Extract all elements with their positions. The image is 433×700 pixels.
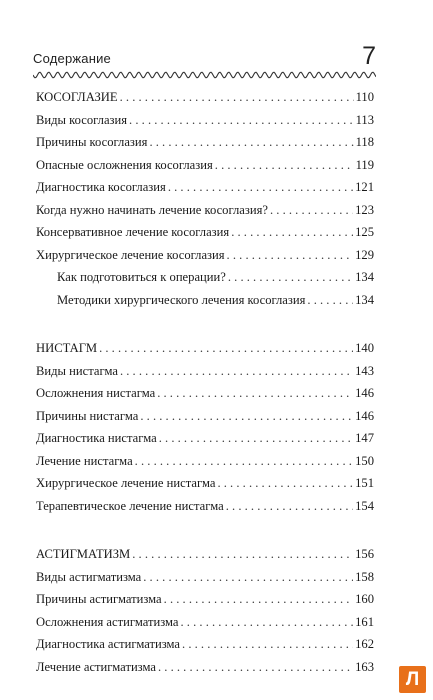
toc-entry-page: 146 — [355, 408, 374, 423]
toc-entry — [36, 450, 374, 473]
leader-dots — [143, 566, 353, 589]
toc-entry-page: 123 — [355, 202, 374, 217]
toc-entry — [36, 495, 374, 518]
toc-entry — [36, 199, 374, 222]
toc-subentry — [36, 266, 374, 289]
toc-entry — [36, 109, 374, 132]
toc-entry-page: 134 — [355, 292, 374, 307]
toc-entry-label: Диагностика косоглазия — [36, 180, 166, 194]
toc-subentry — [36, 289, 374, 312]
section-gap — [36, 311, 374, 337]
toc-entry-page: 161 — [355, 614, 374, 629]
toc-entry — [36, 86, 374, 109]
toc-entry-page: 113 — [355, 112, 374, 127]
toc-entry-label: КОСОГЛАЗИЕ — [36, 90, 118, 104]
toc-entry-label: Лечение астигматизма — [36, 659, 156, 674]
toc-entry — [36, 405, 374, 428]
toc-entry — [36, 611, 374, 634]
toc-entry-page: 160 — [355, 592, 374, 606]
leader-dots — [140, 405, 353, 428]
toc-entry — [36, 131, 374, 154]
toc-entry-label: Методики хирургического лечения косоглазия — [57, 292, 306, 307]
toc-entry-page: 162 — [355, 637, 374, 651]
leader-dots — [228, 266, 353, 289]
page-number: 7 — [362, 42, 376, 70]
leader-dots — [120, 86, 354, 109]
toc-section — [36, 86, 374, 311]
toc-entry — [36, 656, 374, 679]
leader-dots — [307, 289, 353, 312]
toc-entry-label: Как подготовиться к операции? — [57, 270, 226, 284]
toc-entry-page: 146 — [355, 386, 374, 400]
leader-dots — [168, 176, 353, 199]
toc-entry — [36, 176, 374, 199]
leader-dots — [182, 633, 353, 656]
wavy-divider — [33, 70, 376, 80]
leader-dots — [181, 611, 354, 634]
toc-entry-label: Диагностика нистагма — [36, 431, 157, 445]
labirint-logo: Л — [399, 666, 426, 693]
toc-entry-page: 110 — [355, 90, 374, 104]
toc-entry-label: Виды астигматизма — [36, 569, 142, 584]
toc-entry-label: Осложнения нистагма — [36, 386, 156, 400]
toc-entry-page: 158 — [355, 569, 374, 584]
toc-entry-label: Хирургическое лечение нистагма — [36, 476, 216, 490]
toc-entry-page: 143 — [355, 363, 374, 378]
toc-entry — [36, 472, 374, 495]
leader-dots — [99, 337, 353, 360]
toc-entry-page: 121 — [355, 180, 374, 194]
toc-entry-label: Лечение нистагма — [36, 453, 133, 468]
toc-entry-label: Причины косоглазия — [36, 135, 148, 149]
toc-entry-page: 125 — [355, 225, 374, 239]
toc-entry-page: 119 — [355, 157, 374, 172]
leader-dots — [231, 221, 353, 244]
toc-entry — [36, 633, 374, 656]
toc-entry — [36, 588, 374, 611]
section-gap — [36, 517, 374, 543]
page-header — [33, 42, 376, 82]
toc-entry-page: 150 — [355, 453, 374, 468]
leader-dots — [217, 472, 353, 495]
leader-dots — [135, 450, 353, 473]
leader-dots — [215, 154, 354, 177]
toc-entry — [36, 154, 374, 177]
toc-entry-label: Когда нужно начинать лечение косоглазия? — [36, 202, 268, 217]
toc-entry-label: АСТИГМАТИЗМ — [36, 547, 131, 561]
toc-entry-label: Консервативное лечение косоглазия — [36, 225, 230, 239]
toc-entry-page: 147 — [355, 431, 374, 445]
toc-entry — [36, 360, 374, 383]
page-title: Содержание — [33, 51, 111, 66]
toc-entry — [36, 337, 374, 360]
toc-entry-page: 156 — [355, 547, 374, 561]
toc-entry-page: 118 — [355, 135, 374, 149]
toc-section — [36, 337, 374, 517]
leader-dots — [158, 656, 353, 679]
leader-dots — [129, 109, 354, 132]
toc-entry — [36, 382, 374, 405]
toc-entry — [36, 427, 374, 450]
leader-dots — [157, 382, 353, 405]
leader-dots — [270, 199, 353, 222]
toc-entry-label: Терапевтическое лечение нистагма — [36, 498, 224, 513]
leader-dots — [159, 427, 353, 450]
toc-entry-label: Причины астигматизма — [36, 592, 162, 606]
toc-entry — [36, 244, 374, 267]
toc-entry-label: НИСТАГМ — [36, 341, 98, 355]
toc-entry-page: 134 — [355, 270, 374, 284]
toc-entry — [36, 566, 374, 589]
toc-entry — [36, 221, 374, 244]
toc-entry-page: 163 — [355, 659, 374, 674]
toc-entry-page: 154 — [355, 498, 374, 513]
toc-entry-page: 151 — [355, 476, 374, 490]
table-of-contents — [36, 86, 374, 678]
leader-dots — [164, 588, 353, 611]
toc-entry-label: Опасные осложнения косоглазия — [36, 157, 213, 172]
toc-entry-page: 129 — [355, 247, 374, 262]
toc-entry-label: Диагностика астигматизма — [36, 637, 181, 651]
toc-entry-label: Осложнения астигматизма — [36, 614, 179, 629]
toc-entry — [36, 543, 374, 566]
leader-dots — [226, 495, 353, 518]
toc-entry-page: 140 — [355, 341, 374, 355]
leader-dots — [227, 244, 354, 267]
toc-section — [36, 543, 374, 678]
toc-entry-label: Виды нистагма — [36, 363, 118, 378]
toc-entry-label: Хирургическое лечение косоглазия — [36, 247, 225, 262]
leader-dots — [132, 543, 353, 566]
toc-entry-label: Причины нистагма — [36, 408, 139, 423]
toc-entry-label: Виды косоглазия — [36, 112, 128, 127]
leader-dots — [149, 131, 353, 154]
leader-dots — [120, 360, 353, 383]
